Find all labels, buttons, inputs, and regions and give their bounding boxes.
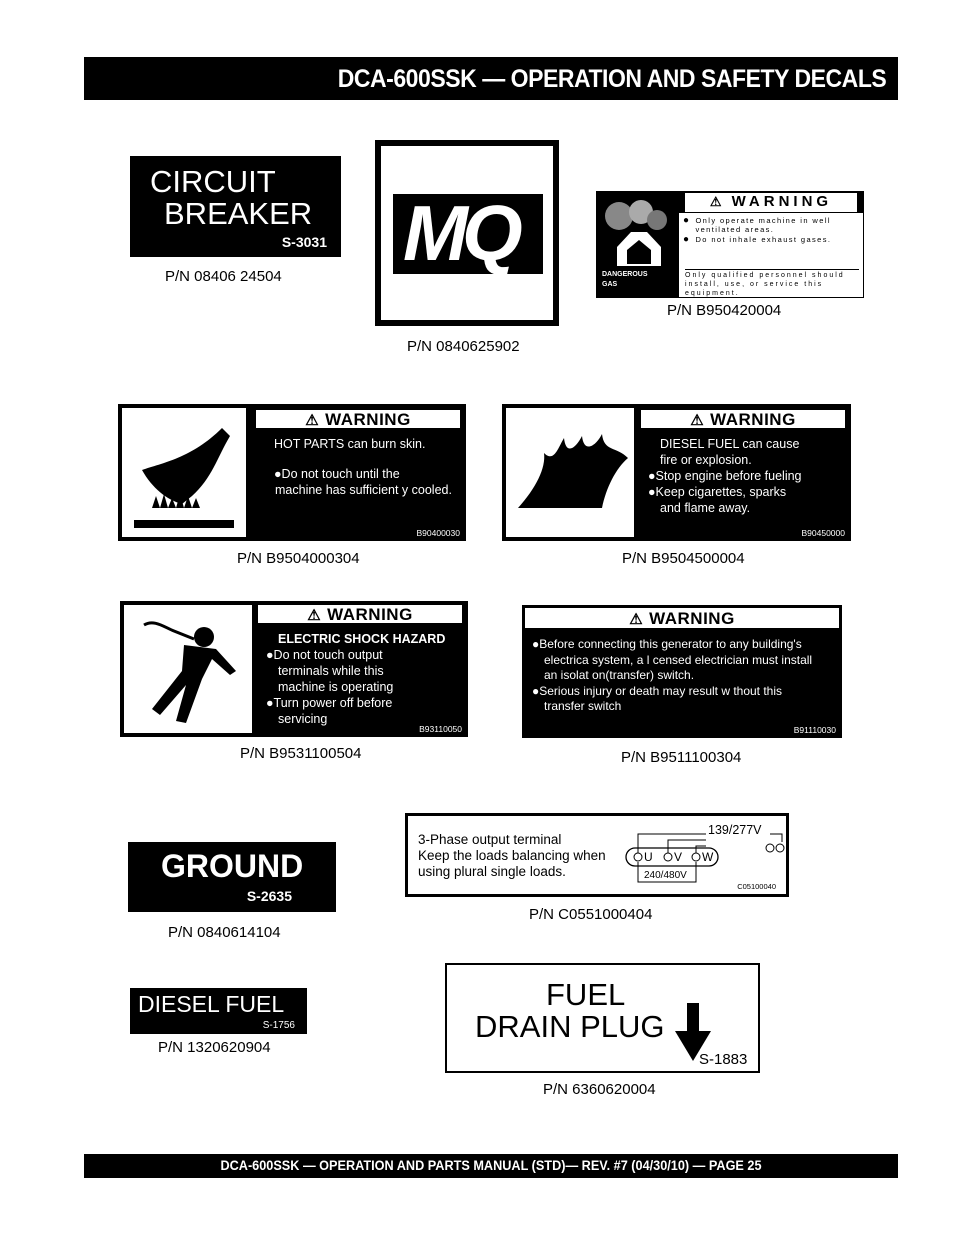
hand-burn-icon xyxy=(122,408,246,537)
warning-text: servicing xyxy=(278,712,328,726)
warning-text: DIESEL FUEL can cause xyxy=(660,437,800,451)
transfer-switch-decal xyxy=(522,605,842,738)
warning-title: WARNING xyxy=(325,410,411,429)
fire-pictogram xyxy=(506,408,634,537)
three-phase-text xyxy=(418,832,606,880)
bullet-text: Only operate machine in well ventilated areas. xyxy=(695,216,831,234)
part-number: P/N B9511100304 xyxy=(621,749,742,766)
warning-text: HOT PARTS can burn skin. xyxy=(274,437,426,451)
voltage-label: 240/480V xyxy=(644,870,687,881)
three-phase-decal xyxy=(405,813,789,897)
decal-text: CIRCUIT xyxy=(150,164,276,199)
warning-icon: ⚠ xyxy=(709,194,726,209)
warning-title: WARNING xyxy=(710,410,796,429)
electric-shock-decal xyxy=(120,601,468,737)
flame-icon xyxy=(506,408,634,537)
decal-caption: DANGEROUS GAS xyxy=(602,271,648,288)
gas-pictogram xyxy=(597,192,679,267)
hot-parts-pictogram xyxy=(122,408,246,537)
warning-icon: ⚠ xyxy=(307,607,322,624)
decal-footer-text: Only qualified personnel should install, use, or service this equipment. xyxy=(685,269,859,298)
diesel-fuel-decal xyxy=(130,988,307,1034)
part-number: P/N 08406 24504 xyxy=(165,268,282,285)
warning-header xyxy=(679,192,863,213)
decal-code: B93110050 xyxy=(419,724,462,734)
part-number: P/N 6360620004 xyxy=(543,1081,656,1098)
decal-code: S-3031 xyxy=(281,234,327,250)
bullet-icon: ● xyxy=(683,215,691,226)
power-text: POWER xyxy=(397,276,521,314)
mq-logo xyxy=(393,189,543,277)
warning-header xyxy=(639,408,847,430)
decal-text: DIESEL FUEL xyxy=(138,991,285,1017)
part-number: P/N B950420004 xyxy=(667,302,782,319)
person-inhaling-icon xyxy=(597,192,679,267)
part-number: P/N B9531100504 xyxy=(240,745,362,762)
warning-body xyxy=(532,637,812,715)
electric-shock-icon xyxy=(124,605,252,733)
warning-icon: ⚠ xyxy=(305,412,320,429)
circuit-breaker-decal xyxy=(130,156,341,257)
warning-title: WARNING xyxy=(731,193,833,210)
part-number: P/N 1320620904 xyxy=(158,1039,271,1056)
warning-text: ●Serious injury or death may result w thout this xyxy=(532,683,783,698)
shock-pictogram xyxy=(124,605,252,733)
fuel-drain-plug-decal xyxy=(445,963,760,1073)
warning-text: machine has sufficient y cooled. xyxy=(275,483,452,497)
page-header xyxy=(84,57,898,100)
denyo-logo-decal xyxy=(375,140,559,326)
warning-title: WARNING xyxy=(327,605,413,624)
terminal-label: U xyxy=(644,850,653,864)
hot-parts-decal xyxy=(118,404,466,541)
warning-header xyxy=(256,603,464,625)
bullet-text: Do not inhale exhaust gases. xyxy=(695,235,832,244)
decal-text: BREAKER xyxy=(164,196,313,231)
brand-text: Denyo xyxy=(403,150,515,192)
decal-text: GROUND xyxy=(161,848,304,884)
part-number: P/N 0840625902 xyxy=(407,338,520,355)
decal-code: C05100040 xyxy=(737,882,776,891)
decal-text: Keep the loads balancing when xyxy=(418,848,606,863)
decal-text: 3-Phase output terminal xyxy=(418,832,562,847)
warning-text: ●Do not touch until the xyxy=(274,467,400,481)
page-footer xyxy=(84,1154,898,1178)
warning-text: ●Keep cigarettes, sparks xyxy=(648,485,787,499)
warning-icon: ⚠ xyxy=(629,611,644,628)
warning-text: ●Stop engine before fueling xyxy=(648,469,802,483)
warning-text: ●Turn power off before xyxy=(266,696,393,710)
decal-code: S-2635 xyxy=(246,888,292,904)
decal-code: B91110030 xyxy=(793,725,836,735)
warning-header xyxy=(254,408,462,430)
decal-code: B90450000 xyxy=(801,528,845,538)
decal-code: S-3057 xyxy=(531,312,551,318)
decal-text: FUEL xyxy=(546,977,626,1012)
warning-body xyxy=(274,436,452,498)
decal-code: S-1883 xyxy=(699,1051,748,1068)
ground-decal xyxy=(128,842,336,912)
part-number: P/N B9504500004 xyxy=(622,550,745,567)
voltage-label: 139/277V xyxy=(708,823,762,837)
warning-text: ●Before connecting this generator to any building's xyxy=(532,637,802,651)
page-title: DCA-600SSK — OPERATION AND SAFETY DECALS xyxy=(337,65,886,93)
part-number: P/N C0551000404 xyxy=(529,906,653,923)
warning-text: ●Do not touch output xyxy=(266,648,383,662)
terminal-label: W xyxy=(702,850,714,864)
bullet-icon: ● xyxy=(683,234,691,245)
decal-code: B90400030 xyxy=(416,528,460,538)
decal-text: using plural single loads. xyxy=(418,864,566,879)
warning-text: and flame away. xyxy=(660,501,751,515)
warning-text: fire or explosion. xyxy=(660,453,752,467)
diesel-fire-decal xyxy=(502,404,851,541)
warning-text: electrica system, a l censed electrician must install xyxy=(544,652,813,667)
warning-title: WARNING xyxy=(649,609,735,628)
decal-text: DRAIN PLUG xyxy=(475,1009,665,1044)
warning-header xyxy=(523,606,841,630)
warning-text: terminals while this xyxy=(278,664,384,678)
warning-text: an isolat on(transfer) switch. xyxy=(544,668,695,682)
part-number: P/N B9504000304 xyxy=(237,550,360,567)
gas-bullets xyxy=(683,216,859,244)
warning-icon: ⚠ xyxy=(690,412,705,429)
warning-text: transfer switch xyxy=(544,699,622,713)
warning-body xyxy=(266,631,445,727)
dangerous-gas-decal xyxy=(596,191,864,298)
warning-body xyxy=(648,436,802,516)
logo-text: MQ xyxy=(403,189,517,277)
caption-box xyxy=(597,267,679,297)
warning-text: machine is operating xyxy=(278,680,394,694)
warning-heading: ELECTRIC SHOCK HAZARD xyxy=(278,632,446,646)
footer-text: DCA-600SSK — OPERATION AND PARTS MANUAL (STD)— REV. #7 (04/30/10) — PAGE 25 xyxy=(220,1158,762,1173)
part-number: P/N 0840614104 xyxy=(168,924,281,941)
decal-code: S-1756 xyxy=(262,1020,295,1031)
terminal-label: V xyxy=(674,850,683,864)
